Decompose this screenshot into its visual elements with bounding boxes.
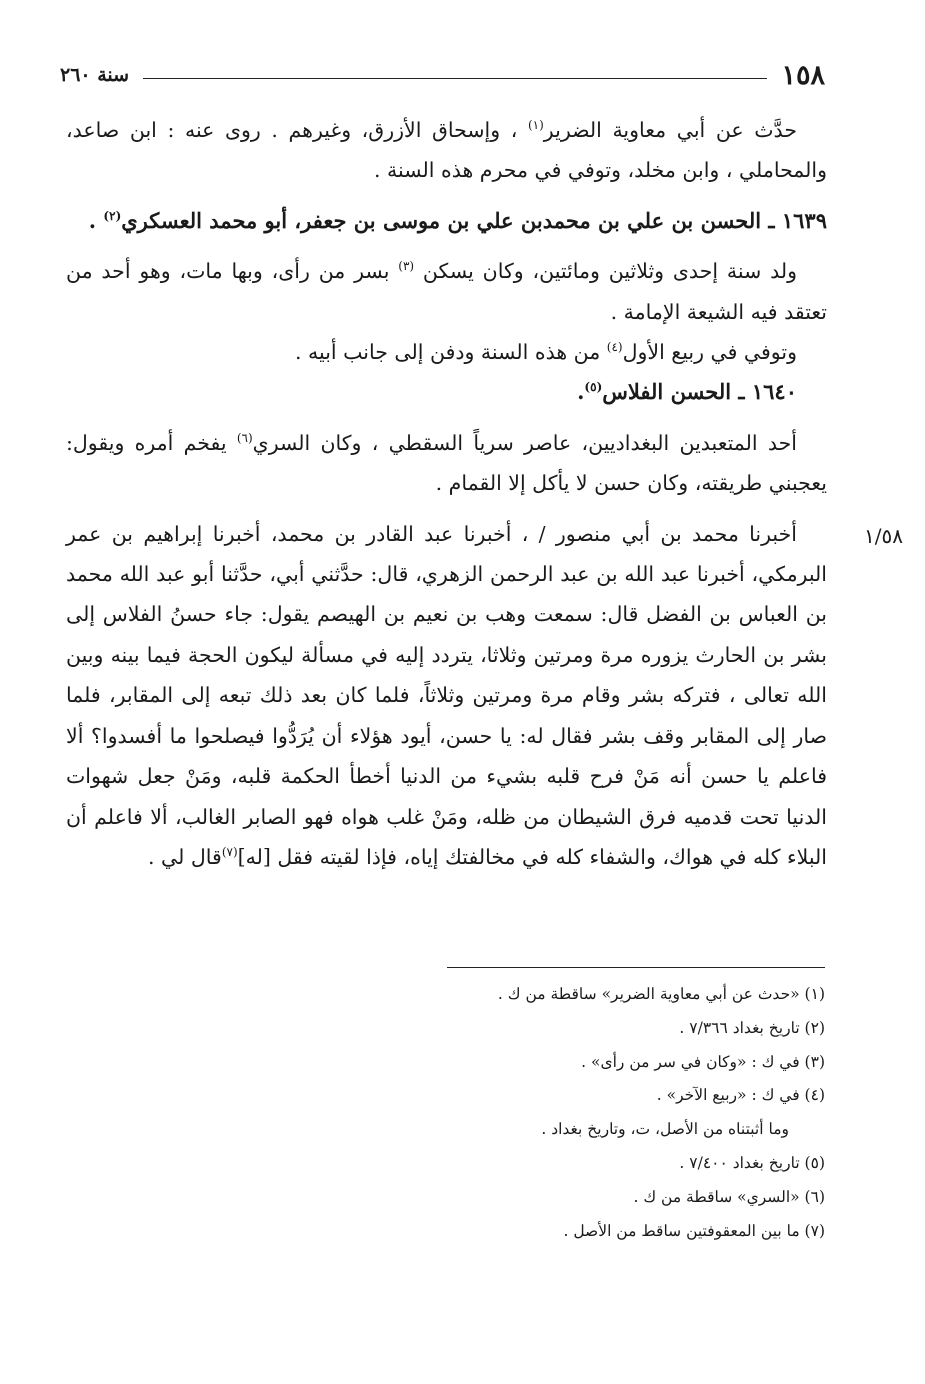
page-number: ١٥٨ <box>781 59 825 91</box>
footnote-ref: (٦) <box>236 431 253 446</box>
entry-title: ١٦٤٠ ـ الحسن الفلاس <box>602 379 797 405</box>
text: ولد سنة إحدى وثلاثين ومائتين، وكان يسكن <box>414 259 797 284</box>
entry-title: ١٦٣٩ ـ الحسن بن علي بن محمدبن علي بن موسى بن جعفر، أبو محمد العسكري <box>121 207 827 233</box>
footnote: (٥) تاريخ بغداد ٧/٤٠٠ . <box>679 1153 825 1172</box>
paragraph <box>66 251 827 332</box>
text: يفخم أمره ويقول: يعجبني طريقته، وكان حسن لا يأكل إلا القمام . <box>66 430 827 496</box>
text: قال لي . <box>147 844 222 869</box>
footnote-ref: (٣) <box>398 259 415 274</box>
footnote-rule <box>447 967 825 968</box>
paragraph <box>66 514 827 878</box>
footnote: (١) «حدث عن أبي معاوية الضرير» ساقطة من ك . <box>497 985 825 1003</box>
footnote: (٢) تاريخ بغداد ٧/٣٦٦ . <box>679 1018 825 1037</box>
paragraph <box>66 332 827 372</box>
footnotes <box>125 978 825 1248</box>
footnote-ref: (١) <box>527 118 544 133</box>
main-text <box>66 110 827 877</box>
footnote-ref: (٧) <box>221 845 238 860</box>
margin-folio-marker: ١/٥٨ <box>864 524 903 548</box>
header-rule <box>143 78 767 79</box>
text: حدَّث عن أبي معاوية الضرير <box>543 118 797 142</box>
text: . <box>88 207 104 233</box>
footnote-continuation: وما أثبتناه من الأصل، ت، وتاريخ بغداد . <box>541 1120 789 1139</box>
text: بسر من رأى، وبها مات، وهو أحد من تعتقد فيه الشيعة الإمامة . <box>66 259 827 324</box>
paragraph <box>66 110 827 191</box>
text: وتوفي في ربيع الأول <box>622 340 797 365</box>
footnote: (٧) ما بين المعقوفتين ساقط من الأصل . <box>563 1221 825 1240</box>
footnote: (٣) في ك : «وكان في سر من رأى» . <box>581 1052 825 1071</box>
text: ، وإسحاق الأزرق، وغيرهم . روى عنه : ابن صاعد، والمحاملي ، وابن مخلد، وتوفي في محرم هذه السنة . <box>66 118 827 183</box>
footnote-ref: (٤) <box>606 340 623 355</box>
page-header <box>60 58 825 92</box>
text: . <box>577 379 585 405</box>
entry-heading-1640 <box>66 372 827 412</box>
running-title: سنة ٢٦٠ <box>60 64 130 86</box>
entry-heading-1639 <box>66 201 827 241</box>
text: أخبرنا محمد بن أبي منصور / ، أخبرنا عبد القادر بن محمد، أخبرنا إبراهيم بن عمر البرمكي، أخبرنا عبد الله بن عبد الرحمن الزهري، قال: حدَّثني أبي، حدَّثنا أبو عبد الله محمد بن العباس بن الفضل قال: سمعت وهب بن نعيم بن الهيصم يقول: جاء حسنُ الفلاس إلى بشر بن الحارث يزوره مرة ومرتين وثلاثا، يتردد إليه في مسألة ليكون الحجة فيما بينه وبين الله تعالى ، فتركه بشر وقام مرة ومرتين وثلاثاً، فلما كان بعد ذلك تبعه إلى المقابر، فلما صار إلى المقابر وقف بشر فقال له: يا حسن، أيود هؤلاء أن يُرَدُّوا فيصلحوا ما أفسدوا؟ ألا فاعلم يا حسن أنه مَنْ فرح قلبه بشيء من الدنيا أخطأ الحكمة قلبه، ومَنْ جعل شهوات الدنيا تحت قدميه فرق الشيطان من ظله، ومَنْ غلب هواه فهو الصابر الغالب، ألا فاعلم أن البلاء كله في هواك، والشفاء كله في مخالفتك إياه، فإذا لقيته فقل [له] <box>66 521 827 869</box>
paragraph <box>66 423 827 504</box>
footnote: (٦) «السري» ساقطة من ك . <box>633 1187 825 1206</box>
text: أحد المتعبدين البغداديين، عاصر سرياً السقطي ، وكان السري <box>252 430 797 455</box>
footnote-ref: (٥) <box>584 380 603 395</box>
text: من هذه السنة ودفن إلى جانب أبيه . <box>295 340 607 365</box>
footnote-ref: (٢) <box>103 208 122 223</box>
footnote: (٤) في ك : «ربيع الآخر» . <box>656 1086 825 1105</box>
